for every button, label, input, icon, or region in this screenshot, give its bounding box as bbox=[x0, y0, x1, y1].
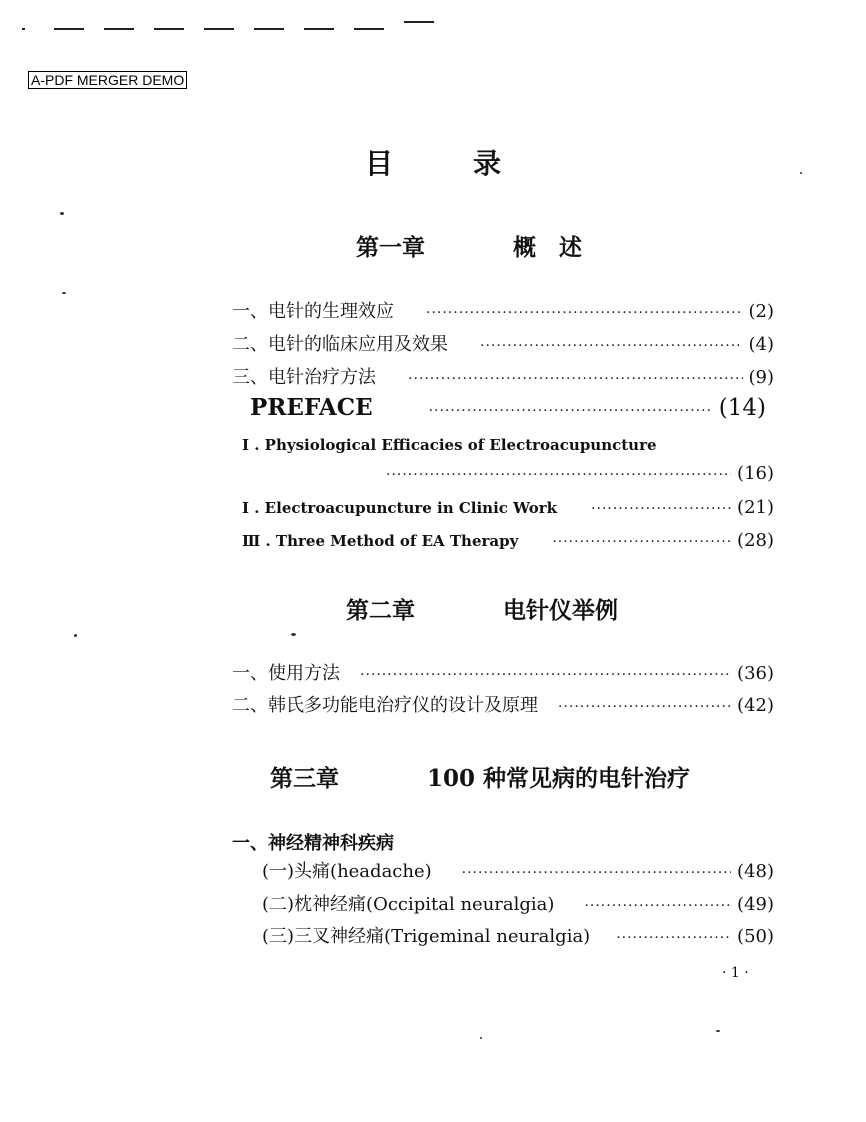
toc-entry-label: I . Electroacupuncture in Clinic Work bbox=[242, 499, 558, 517]
dot-leader bbox=[480, 334, 743, 358]
toc-entry-page: (21) bbox=[737, 497, 774, 518]
dot-leader bbox=[429, 399, 713, 423]
toc-entry-label: 二、电针的临床应用及效果 bbox=[232, 334, 448, 355]
toc-entry-page: (50) bbox=[737, 926, 774, 947]
toc-entry[interactable] bbox=[242, 433, 782, 457]
watermark-label: A-PDF MERGER DEMO bbox=[28, 71, 187, 89]
scan-speck bbox=[74, 634, 77, 637]
chapter-3-heading bbox=[270, 760, 690, 793]
chapter-number: 第一章 bbox=[356, 234, 425, 261]
toc-entry-label: 二、韩氏多功能电治疗仪的设计及原理 bbox=[232, 695, 538, 716]
section-heading: 一、神经精神科疾病 bbox=[232, 833, 394, 854]
dot-leader bbox=[552, 530, 731, 554]
dot-leader bbox=[462, 861, 731, 885]
toc-entry-label: 三、电针治疗方法 bbox=[232, 367, 376, 388]
dot-leader bbox=[408, 367, 743, 391]
toc-entry[interactable] bbox=[262, 893, 774, 918]
chapter-number: 第二章 bbox=[346, 597, 415, 624]
toc-entry[interactable] bbox=[242, 496, 774, 521]
toc-entry[interactable] bbox=[232, 366, 774, 391]
chapter-name: 100 种常见病的电针治疗 bbox=[427, 765, 691, 792]
dot-leader bbox=[360, 663, 731, 687]
toc-entry-page: (16) bbox=[737, 463, 774, 484]
header-dash-rule bbox=[22, 14, 442, 36]
toc-entry-continuation[interactable] bbox=[386, 462, 774, 487]
chapter-1-heading bbox=[356, 229, 582, 262]
dot-leader bbox=[616, 926, 731, 950]
toc-entry[interactable] bbox=[262, 860, 774, 885]
toc-entry-label: I . Physiological Efficacies of Electroacupuncture bbox=[242, 436, 657, 454]
toc-entry[interactable] bbox=[232, 662, 774, 687]
dot-leader bbox=[386, 463, 731, 487]
chapter-2-heading bbox=[346, 592, 618, 625]
scan-speck bbox=[480, 1037, 482, 1039]
toc-entry-label: (一)头痛(headache) bbox=[262, 861, 432, 882]
scan-speck bbox=[800, 172, 802, 174]
dot-leader bbox=[584, 894, 731, 918]
dot-leader bbox=[591, 497, 731, 521]
toc-entry[interactable] bbox=[232, 333, 774, 358]
chapter-name: 概 述 bbox=[513, 234, 583, 261]
toc-entry-label: (三)三叉神经痛(Trigeminal neuralgia) bbox=[262, 926, 591, 947]
scan-speck bbox=[291, 633, 296, 636]
scan-speck bbox=[60, 212, 64, 215]
toc-entry-page: (14) bbox=[718, 395, 766, 421]
chapter-name: 电针仪举例 bbox=[503, 597, 619, 624]
toc-entry-label: (二)枕神经痛(Occipital neuralgia) bbox=[262, 894, 555, 915]
dot-leader bbox=[426, 301, 743, 325]
toc-entry-label: Ⅲ . Three Method of EA Therapy bbox=[242, 532, 519, 550]
chapter-number: 第三章 bbox=[270, 765, 339, 792]
toc-entry-page: (2) bbox=[748, 301, 774, 322]
toc-entry-label: 一、使用方法 bbox=[232, 663, 340, 684]
toc-entry[interactable] bbox=[262, 925, 774, 950]
page-title: 目录 bbox=[364, 147, 581, 180]
toc-entry[interactable] bbox=[232, 300, 774, 325]
toc-entry-page: (48) bbox=[737, 861, 774, 882]
toc-entry-label: PREFACE bbox=[250, 394, 373, 421]
dot-leader bbox=[558, 695, 731, 719]
toc-entry-page: (28) bbox=[737, 530, 774, 551]
toc-entry-page: (36) bbox=[737, 663, 774, 684]
toc-entry-page: (49) bbox=[737, 894, 774, 915]
toc-entry[interactable] bbox=[232, 694, 774, 719]
toc-entry-label: 一、电针的生理效应 bbox=[232, 301, 394, 322]
scan-speck bbox=[716, 1030, 720, 1032]
toc-entry[interactable] bbox=[242, 529, 774, 554]
toc-entry-page: (4) bbox=[748, 334, 774, 355]
toc-entry-page: (42) bbox=[737, 695, 774, 716]
toc-entry[interactable] bbox=[250, 396, 766, 423]
toc-entry-page: (9) bbox=[748, 367, 774, 388]
scan-speck bbox=[62, 292, 66, 294]
page-number: · 1 · bbox=[722, 965, 749, 981]
